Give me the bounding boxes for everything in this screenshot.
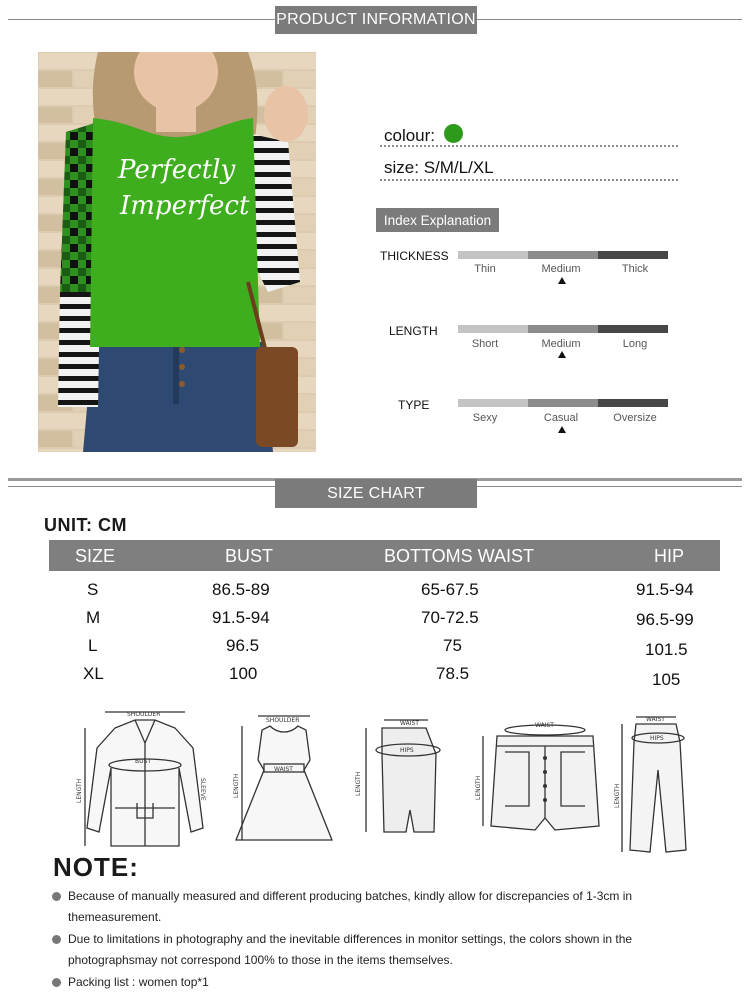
note-bullet-1	[52, 892, 61, 901]
colour-row	[384, 124, 463, 146]
row-xl-size: XL	[83, 664, 104, 683]
scale-thickness-option-1: Thin	[474, 263, 496, 275]
row-xl-bust: 100	[229, 664, 258, 683]
scale-type-option-3: Oversize	[613, 412, 657, 424]
colour-divider	[380, 145, 678, 147]
product-photo	[38, 52, 316, 452]
colour-label: colour:	[384, 126, 436, 145]
pants-hips-label: HIPS	[650, 735, 664, 742]
note-item-2-line-2: photographsmay not correspond 100% to those in the items themselves.	[68, 953, 453, 967]
size-label: size:	[384, 158, 419, 177]
scale-length-option-3: Long	[622, 338, 648, 350]
pants-length-label: LENGTH	[614, 783, 621, 808]
skirt-waist-label: WAIST	[400, 720, 419, 727]
note-item-2	[52, 929, 688, 971]
skirt-length-label: LENGTH	[355, 771, 362, 796]
scale-type-option-2: Casual	[543, 412, 579, 424]
note-item-3	[52, 972, 688, 993]
row-s-waist: 65-67.5	[421, 580, 479, 599]
scale-thickness-option-2: Medium	[541, 263, 581, 275]
size-chart-banner: SIZE CHART	[275, 479, 477, 508]
row-m-waist: 70-72.5	[421, 608, 479, 627]
size-table-header	[49, 540, 720, 571]
scale-type-label: TYPE	[398, 398, 430, 412]
skirt-hips-label: HIPS	[400, 747, 414, 754]
note-item-1-line-1: Because of manually measured and different producing batches, kindly allow for discrepancies of 1-3cm in	[68, 889, 633, 903]
note-item-2-line-1: Due to limitations in photography and the inevitable differences in monitor settings, the colors shown in the	[68, 932, 633, 946]
scale-thickness-label: THICKNESS	[380, 249, 449, 263]
shirt-bust-label: BUST	[135, 758, 151, 765]
dress-waist-label: WAIST	[274, 766, 293, 773]
note-bullet-2	[52, 935, 61, 944]
scale-length-option-2: Medium	[541, 338, 581, 350]
dress-length-label: LENGTH	[233, 773, 240, 798]
scale-thickness-bar-3	[598, 251, 668, 259]
dress-measurement-diagram	[228, 712, 340, 852]
note-title: NOTE:	[53, 852, 139, 882]
unit-label: UNIT: CM	[44, 515, 127, 535]
header-hip: HIP	[654, 546, 685, 566]
product-information-banner: PRODUCT INFORMATION	[275, 6, 477, 34]
size-value: S/M/L/XL	[423, 158, 494, 177]
scale-length-bar-3	[598, 325, 668, 333]
shirt-sleeve-label: SLEEVE	[199, 778, 206, 801]
size-row	[384, 158, 494, 178]
shirt-print-line-2: Imperfect	[120, 191, 250, 221]
dress-shoulder-label: SHOULDER	[266, 717, 300, 724]
note-item-1	[52, 886, 688, 928]
model-wearing-shirt-illustration	[38, 52, 316, 452]
shirt-shoulder-label: SHOULDER	[127, 711, 161, 718]
shirt-length-label: LENGTH	[76, 778, 83, 803]
scale-length-label: LENGTH	[389, 324, 438, 338]
row-m-size: M	[86, 608, 101, 627]
header-bust: BUST	[225, 546, 274, 566]
scale-thickness-option-3: Thick	[621, 263, 649, 275]
pants-measurement-diagram	[614, 712, 694, 858]
index-explanation-tag: Index Explanation	[376, 208, 499, 232]
shirt-measurement-diagram	[75, 708, 215, 853]
scale-type-selected-marker	[558, 426, 566, 433]
header-size: SIZE	[75, 546, 116, 566]
shorts-measurement-diagram	[475, 718, 605, 840]
scale-length-bar-2	[528, 325, 598, 333]
scale-type-bar-1	[458, 399, 528, 407]
row-l-size: L	[88, 636, 98, 655]
row-l-hip: 101.5	[645, 640, 688, 659]
row-xl-hip: 105	[652, 670, 681, 689]
scale-length-option-1: Short	[471, 338, 499, 350]
scale-type-option-1: Sexy	[472, 412, 498, 424]
shorts-length-label: LENGTH	[475, 775, 482, 800]
size-divider	[380, 179, 678, 181]
scale-length-bar-1	[458, 325, 528, 333]
row-s-size: S	[87, 580, 99, 599]
skirt-measurement-diagram	[348, 714, 448, 844]
row-s-hip: 91.5-94	[636, 580, 694, 599]
row-m-bust: 91.5-94	[212, 608, 270, 627]
row-l-bust: 96.5	[226, 636, 260, 655]
shirt-print-line-1: Perfectly	[118, 155, 236, 185]
scale-type-bar-2	[528, 399, 598, 407]
row-xl-waist: 78.5	[436, 664, 470, 683]
note-item-1-line-2: themeasurement.	[68, 910, 162, 924]
colour-swatch	[444, 124, 463, 143]
shorts-waist-label: WAIST	[535, 722, 554, 729]
note-bullet-3	[52, 978, 61, 987]
note-item-3-line-1: Packing list : women top*1	[68, 975, 209, 989]
scale-thickness-bar-1	[458, 251, 528, 259]
row-s-bust: 86.5-89	[212, 580, 270, 599]
header-bottoms-waist: BOTTOMS WAIST	[384, 546, 535, 566]
scale-length-selected-marker	[558, 351, 566, 358]
row-m-hip: 96.5-99	[636, 610, 694, 629]
scale-type-bar-3	[598, 399, 668, 407]
scale-thickness-selected-marker	[558, 277, 566, 284]
pants-waist-label: WAIST	[646, 716, 665, 723]
scale-thickness-bar-2	[528, 251, 598, 259]
row-l-waist: 75	[443, 636, 462, 655]
